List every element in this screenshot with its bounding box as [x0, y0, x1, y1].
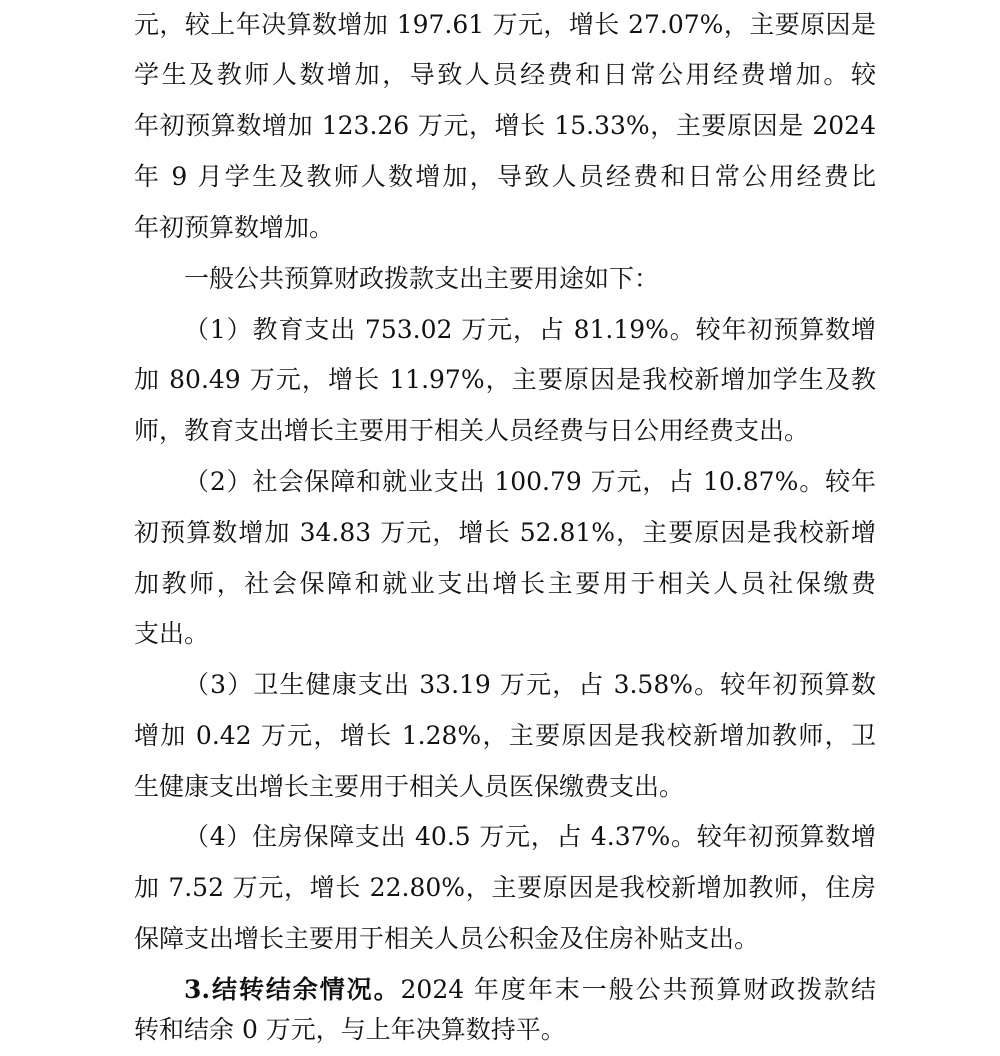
paragraph-2-line-1: 一般公共预算财政拨款支出主要用途如下：	[184, 264, 660, 293]
paragraph-5-line-3: 生健康支出增长主要用于相关人员医保缴费支出。	[134, 772, 685, 801]
paragraph-4-line-1: （2）社会保障和就业支出 100.79 万元，占 10.87%。较年	[184, 467, 876, 496]
paragraph-3-line-3: 师，教育支出增长主要用于相关人员经费与日公用经费支出。	[134, 416, 810, 445]
section-3-heading: 3.结转结余情况。	[184, 975, 401, 1004]
paragraph-5-line-1: （3）卫生健康支出 33.19 万元，占 3.58%。较年初预算数	[184, 670, 876, 699]
paragraph-1-line-2: 学生及教师人数增加，导致人员经费和日常公用经费增加。较	[134, 60, 876, 89]
paragraph-1-line-4: 年 9 月学生及教师人数增加，导致人员经费和日常公用经费比	[134, 162, 876, 191]
section-3-line-2: 转和结余 0 万元，与上年决算数持平。	[134, 1015, 566, 1044]
paragraph-1-line-3: 年初预算数增加 123.26 万元，增长 15.33%，主要原因是 2024	[134, 111, 876, 140]
paragraph-6-line-1: （4）住房保障支出 40.5 万元，占 4.37%。较年初预算数增	[184, 822, 876, 851]
paragraph-1-line-5: 年初预算数增加。	[134, 213, 335, 242]
paragraph-3-line-1: （1）教育支出 753.02 万元，占 81.19%。较年初预算数增	[184, 315, 876, 344]
paragraph-6-line-2: 加 7.52 万元，增长 22.80%，主要原因是我校新增加教师，住房	[134, 873, 876, 902]
paragraph-3-line-2: 加 80.49 万元，增长 11.97%，主要原因是我校新增加学生及教	[134, 365, 876, 394]
paragraph-4-line-4: 支出。	[134, 619, 210, 648]
paragraph-5-line-2: 增加 0.42 万元，增长 1.28%，主要原因是我校新增加教师，卫	[134, 721, 876, 750]
paragraph-4-line-3: 加教师，社会保障和就业支出增长主要用于相关人员社保缴费	[134, 569, 876, 598]
paragraph-1-line-1: 元，较上年决算数增加 197.61 万元，增长 27.07%，主要原因是	[134, 10, 876, 39]
paragraph-6-line-3: 保障支出增长主要用于相关人员公积金及住房补贴支出。	[134, 924, 760, 953]
section-3-text: 2024 年度年末一般公共预算财政拨款结	[400, 975, 876, 1004]
paragraph-4-line-2: 初预算数增加 34.83 万元，增长 52.81%，主要原因是我校新增	[134, 518, 876, 547]
